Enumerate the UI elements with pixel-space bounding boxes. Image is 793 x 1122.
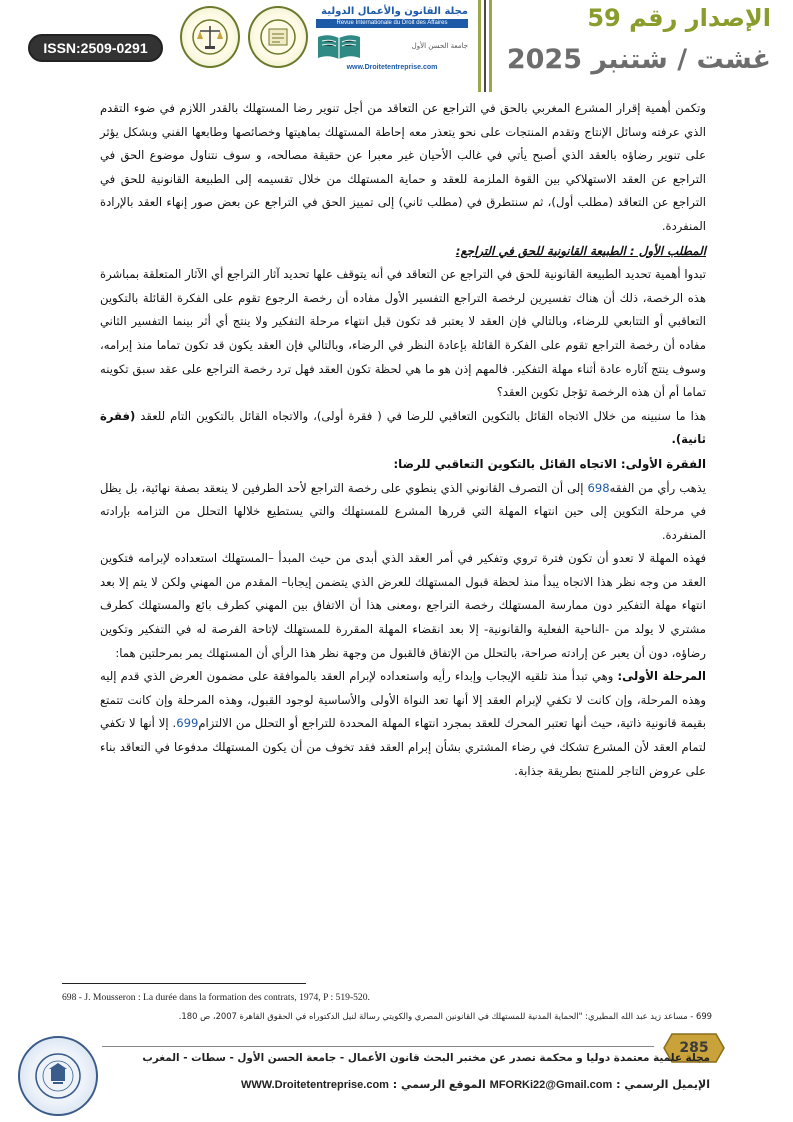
journal-subtitle: Revue Internationale du Droit des Affaires [316, 19, 468, 28]
paragraph-bold-text: (فقرة ثانية). [100, 408, 706, 447]
section-heading: المطلب الأول : الطبيعة القانونية للحق في التراجع: [455, 243, 706, 258]
journal-title: مجلة القانون والأعمال الدولية [321, 6, 468, 17]
paragraph-text: . إلا أنها لا تكفي لتمام العقد لأن المشرع تشكك في رضاء المشتري بشأن إبرام العقد فقد تخوف من أن يكون المستهلك مدفوعا في التعاقد بناء على عروض التاجر للمنتج بطريقة جذابة. [100, 716, 706, 778]
paragraph [100, 665, 706, 783]
paragraph: تبدوا أهمية تحديد الطبيعة القانونية للحق في التراجع عن التعاقد في أنه يتوقف علها تحديد آثار التراجع أي الآثار المتعلقة بمباشرة هذه الرخصة، ذلك أن هناك تفسيرين لرخصة التراجع التفسير الأول مفاده أن رخصة الرجوع تقوم على الفكرة القائلة بالتكوين التعاقبي أو التتابعي للرضاء، وبالتالي فإن العقد لا يعتبر قد تكون قبل انتهاء مرحلة التفكير ولا ينتج أي أثر بينما التفسير الثاني مفاده أن رخصة التراجع تقوم على الفكرة القائلة بإعادة النظر في الرضاء، وبالتالي فإن العقد يكون قد تكون تماما منذ إبرامه، وسوف ينتج آثاره عادة أثناء مهلة التفكير. فالمهم إذن هو ما هي لحظة تكون العقد فهل ترد رخصة التراجع على عقد سبق تكوينه تماما أم أن هذه الرخصة تؤجل تكوين العقد؟ [100, 267, 706, 400]
footnote-ref-link[interactable]: 699 [176, 716, 199, 731]
stage-label: المرحلة الأولى: [617, 669, 706, 684]
paragraph-text: هذا ما سنبينه من خلال الاتجاه القائل بالتكوين التعاقبي للرضا في ( فقرة أولى)، والاتجاه القائل بالتكوين التام للعقد [140, 408, 706, 423]
director-seal-icon [18, 1036, 98, 1116]
page-number: 285 [679, 1040, 709, 1056]
footnote-ref-link[interactable]: 698 [587, 480, 610, 495]
website-link[interactable]: WWW.Droitetentreprise.com [241, 1079, 389, 1091]
research-lab-seal-icon [248, 6, 308, 68]
article-body [100, 97, 706, 783]
footer-contact [108, 1078, 710, 1091]
issue-number: الإصدار رقم 59 [587, 4, 771, 32]
footnote-699: 699 - مساعد زيد عبد الله المطيري: "الحماية المدنية للمستهلك في القانونين المصري والكويتي رسالة لنيل الدكتوراه في الحقوق القاهرة 2007، ص 180. [178, 1011, 712, 1021]
paragraph-text: إلى أن التصرف القانوني الذي ينطوي على رخصة التراجع لأحد الطرفين لا ينعقد بصفة نهائية، بل يظل في مرحلة التكوين إلى حين انتهاء المهلة التي قررها المشرع للمستهلك والتي يستطيع خلالها التحلل من التزامه بإرادته المنفردة. [100, 480, 706, 542]
open-book-icon [316, 31, 362, 61]
journal-url: www.Droitetentreprise.com [346, 64, 438, 71]
footnote-divider [62, 983, 306, 984]
email-label: الإيميل الرسمي : [616, 1078, 710, 1091]
subsection-heading: الفقرة الأولى: الاتجاه القائل بالتكوين التعاقبي للرضا: [393, 456, 706, 471]
lab-logo-icon [180, 6, 240, 68]
footnote-698: 698 - J. Mousseron : La durée dans la formation des contrats, 1974, P : 519-520. [62, 992, 370, 1003]
paragraph [100, 477, 706, 548]
paragraph-text: يذهب رأي من الفقه [609, 480, 706, 495]
issn-badge: ISSN:2509-0291 [28, 34, 163, 62]
email-link[interactable]: MFORKi22@Gmail.com [489, 1079, 613, 1091]
university-mark: جامعة الحسن الأول [411, 42, 468, 50]
paragraph-text: وهي تبدأ منذ تلقيه الإيجاب وإبداء رأيه واستعداده لإبرام العقد بالموافقة على مضمون العرض الذي قدم إليه وهذه المرحلة، وإن كانت لا تكفي لإبرام العقد إلا أنها تعد النواة الأولى والأساسية لوجود القبول، وهذه المرحلة وإن كانت تتمتع بقيمة قانونية ذاتية، حيث أنها تعتبر المحرك للعقد بمجرد انتهاء المهلة المحددة للتراجع أو التحلل من الالتزام [100, 669, 706, 731]
journal-masthead [316, 6, 468, 72]
paragraph: فهذه المهلة لا تعدو أن تكون فترة تروي وتفكير في أمر العقد الذي أبدى من حيث المبدأ –المستهلك استعداده لإبرامه فتكوين العقد من وجه نظر هذا الاتجاه يبدأ منذ لحظة قبول المستهلك للعرض الذي يتضمن إيجابا– المقدم من المهني ولكن لا يتم إلا بعد انتهاء مهلة التفكير دون ممارسة المستهلك رخصة التراجع ،ومعنى هذا أن الاتفاق بين المهني كطرف بائع والمستهلك كطرف مشتري لا يولد من -الناحية الفعلية والقانونية- إلا بعد انقضاء المهلة المقررة للمستهلك لإتاحة الفرصة له في التفكير وتكوين رضاؤه، دون أن يعبر عن إرادته صراحة، بالتحلل من الإتفاق فالقبول من وجهة نظر هذا الرأي أن المستهلك يمر بمرحلتين هما: [100, 551, 706, 660]
issue-date: غشت / شتنبر 2025 [506, 44, 771, 75]
page-header [0, 0, 793, 92]
site-label: الموقع الرسمي : [392, 1078, 486, 1091]
footer-journal-description: مجلة علمية معتمدة دوليا و محكمة تصدر عن مختبر البحث قانون الأعمال - جامعة الحسن الأول - سطات - المغرب [142, 1052, 710, 1064]
header-divider-bars [478, 0, 492, 92]
footer-divider [102, 1046, 654, 1047]
paragraph: وتكمن أهمية إقرار المشرع المغربي بالحق في التراجع عن التعاقد من أجل تنوير رضا المستهلك بالقدر اللازم في ضوء التقدم الذي عرفته وسائل الإنتاج وتقدم المنتجات على نحو يتعذر معه إحاطة المستهلك بماهيتها وخصائصها وطابعها الفني وبشكل يؤثر على تنوير رضاؤه بالعقد الذي أصبح يأتي في غالب الأحيان غير معبرا عن حقيقة مصالحه، و سوف نتناول موضوع الحق في التراجع عن العقد الاستهلاكي بين القوة الملزمة للعقد و حماية المستهلك من خلال تقسيمه إلى الطبيعة القانونية للحق في التراجع عن التعاقد (مطلب أول)، ثم سنتطرق في (مطلب ثاني) إلى تمييز الحق في التراجع عن بعض صور إنهاء العقد بالإرادة المنفردة. [100, 101, 706, 233]
paragraph [100, 405, 706, 452]
